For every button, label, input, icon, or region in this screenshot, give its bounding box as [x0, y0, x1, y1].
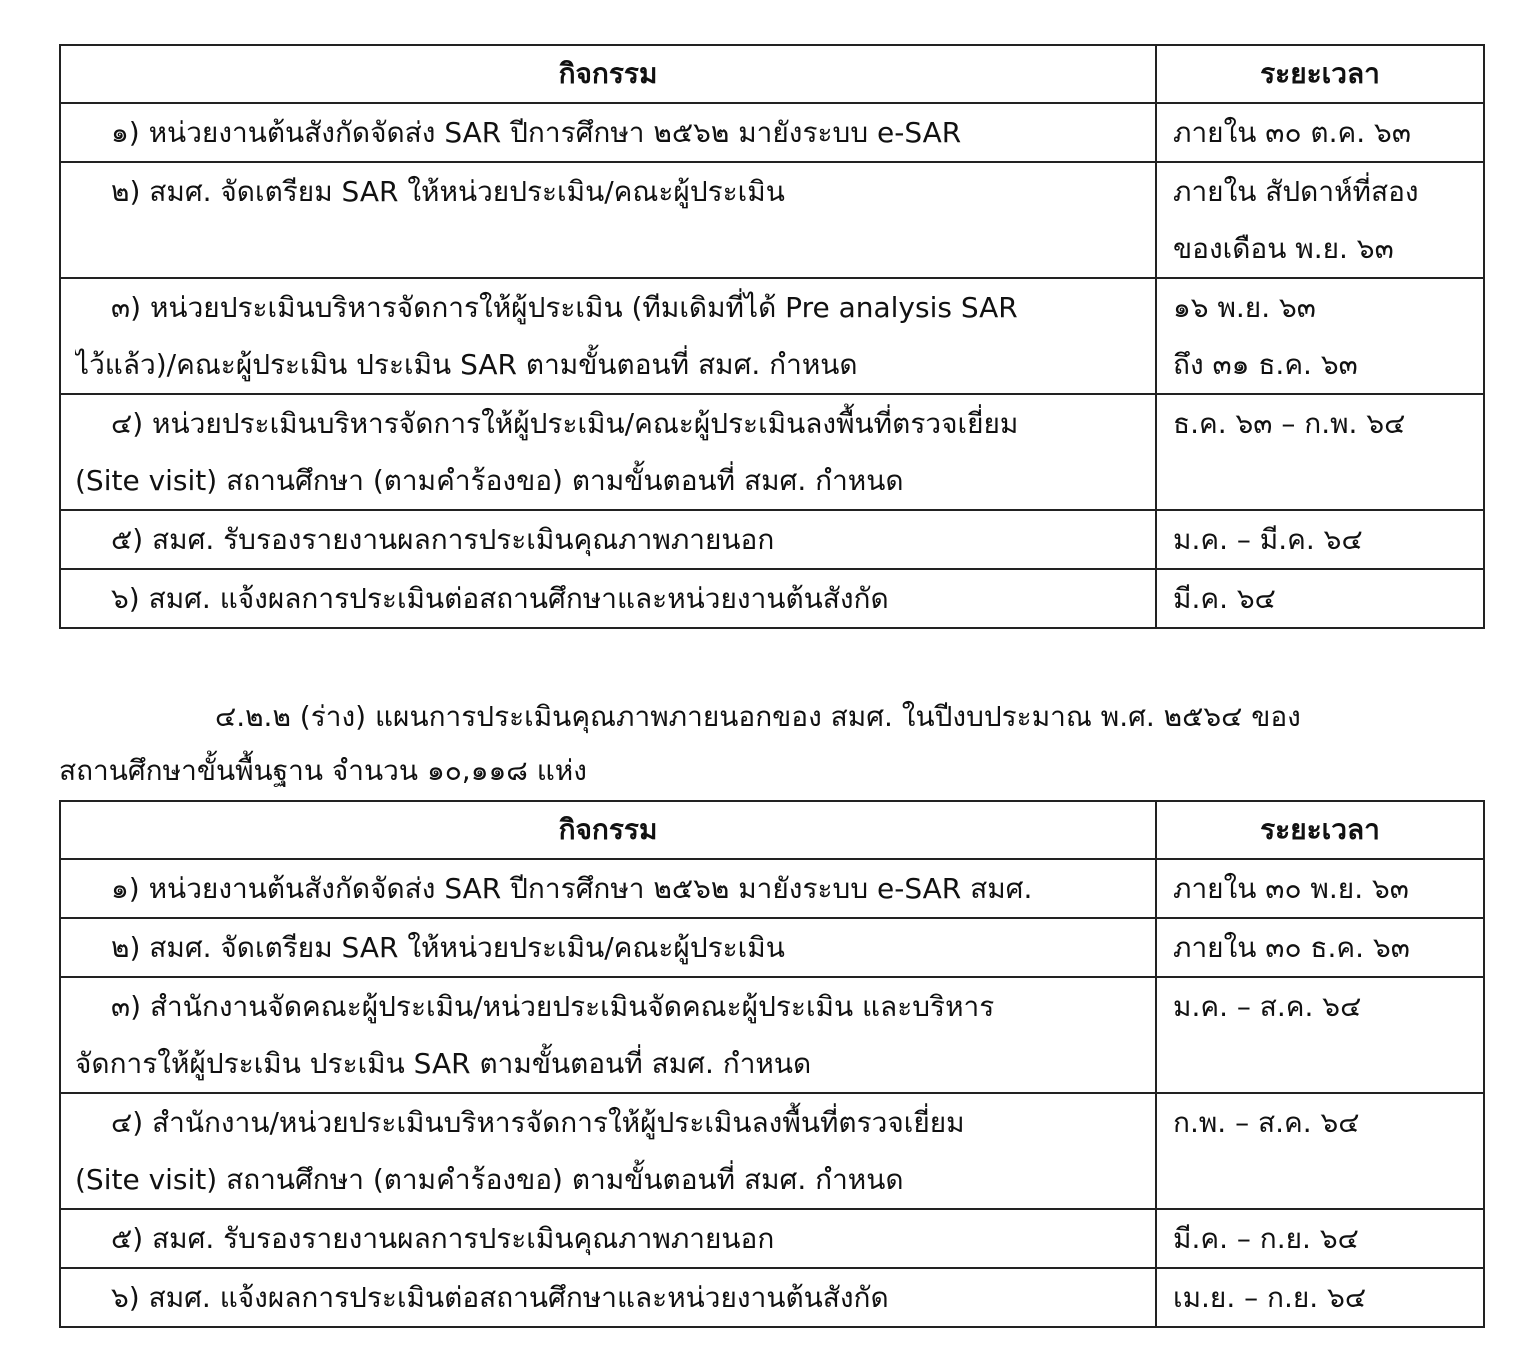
duration-text: ภายใน ๓๐ ต.ค. ๖๓: [1173, 116, 1411, 149]
table-header-row: [60, 45, 1484, 103]
activity-cell: [60, 103, 1156, 162]
activity-text: ไว้แล้ว)/คณะผู้ประเมิน ประเมิน SAR ตามขั้นตอนที่ สมศ. กำหนด: [75, 348, 858, 381]
table-row: [60, 1093, 1484, 1209]
duration-text: ม.ค. – มี.ค. ๖๔: [1173, 523, 1363, 556]
duration-cell: [1156, 1093, 1484, 1209]
caption-line-1: ๔.๒.๒ (ร่าง) แผนการประเมินคุณภาพภายนอกของ สมศ. ในปีงบประมาณ พ.ศ. ๒๕๖๔ ของ: [215, 700, 1301, 733]
schedule-table-1: [59, 44, 1485, 629]
table-row: [60, 859, 1484, 918]
table-row: [60, 918, 1484, 977]
table-header-row: [60, 801, 1484, 859]
section-caption: [59, 690, 1483, 798]
activity-text: ๑) หน่วยงานต้นสังกัดจัดส่ง SAR ปีการศึกษา ๒๕๖๒ มายังระบบ e-SAR สมศ.: [111, 872, 1033, 905]
duration-text: มี.ค. ๖๔: [1173, 582, 1276, 615]
duration-cell: [1156, 918, 1484, 977]
table-row: [60, 394, 1484, 510]
activity-text: (Site visit) สถานศึกษา (ตามคำร้องขอ) ตามขั้นตอนที่ สมศ. กำหนด: [75, 1163, 904, 1196]
activity-cell: [60, 1209, 1156, 1268]
activity-cell: [60, 510, 1156, 569]
activity-text: ๑) หน่วยงานต้นสังกัดจัดส่ง SAR ปีการศึกษา ๒๕๖๒ มายังระบบ e-SAR: [111, 116, 962, 149]
table-row: [60, 278, 1484, 394]
activity-cell: [60, 977, 1156, 1093]
duration-cell: [1156, 510, 1484, 569]
duration-text: ภายใน ๓๐ พ.ย. ๖๓: [1173, 872, 1409, 905]
duration-text: ภายใน สัปดาห์ที่สอง: [1173, 175, 1419, 208]
duration-text: ก.พ. – ส.ค. ๖๔: [1173, 1106, 1360, 1139]
table-row: [60, 103, 1484, 162]
duration-cell: [1156, 1268, 1484, 1327]
activity-text: ๕) สมศ. รับรองรายงานผลการประเมินคุณภาพภายนอก: [111, 523, 775, 556]
duration-header: ระยะเวลา: [1156, 801, 1484, 859]
activity-header: กิจกรรม: [60, 801, 1156, 859]
activity-text: (Site visit) สถานศึกษา (ตามคำร้องขอ) ตามขั้นตอนที่ สมศ. กำหนด: [75, 464, 904, 497]
activity-cell: [60, 1093, 1156, 1209]
table-row: [60, 162, 1484, 278]
duration-cell: [1156, 1209, 1484, 1268]
activity-text: ๔) หน่วยประเมินบริหารจัดการให้ผู้ประเมิน/คณะผู้ประเมินลงพื้นที่ตรวจเยี่ยม: [111, 407, 1019, 440]
duration-cell: [1156, 278, 1484, 394]
caption-line-2: สถานศึกษาขั้นพื้นฐาน จำนวน ๑๐,๑๑๘ แห่ง: [59, 754, 587, 787]
table-row: [60, 569, 1484, 628]
duration-text: ม.ค. – ส.ค. ๖๔: [1173, 990, 1362, 1023]
activity-text: ๖) สมศ. แจ้งผลการประเมินต่อสถานศึกษาและหน่วยงานต้นสังกัด: [111, 1281, 889, 1314]
duration-text: ธ.ค. ๖๓ – ก.พ. ๖๔: [1173, 407, 1406, 440]
activity-text: ๓) สำนักงานจัดคณะผู้ประเมิน/หน่วยประเมินจัดคณะผู้ประเมิน และบริหาร: [111, 990, 995, 1023]
table-row: [60, 1209, 1484, 1268]
activity-cell: [60, 1268, 1156, 1327]
duration-cell: [1156, 394, 1484, 510]
activity-cell: [60, 569, 1156, 628]
table-row: [60, 977, 1484, 1093]
activity-cell: [60, 918, 1156, 977]
duration-cell: [1156, 103, 1484, 162]
activity-text: ๒) สมศ. จัดเตรียม SAR ให้หน่วยประเมิน/คณะผู้ประเมิน: [111, 931, 785, 964]
activity-cell: [60, 162, 1156, 278]
duration-text: ของเดือน พ.ย. ๖๓: [1173, 232, 1394, 265]
activity-text: จัดการให้ผู้ประเมิน ประเมิน SAR ตามขั้นตอนที่ สมศ. กำหนด: [75, 1047, 812, 1080]
duration-text: ถึง ๓๑ ธ.ค. ๖๓: [1173, 348, 1358, 381]
duration-cell: [1156, 859, 1484, 918]
duration-cell: [1156, 569, 1484, 628]
activity-cell: [60, 278, 1156, 394]
activity-text: ๓) หน่วยประเมินบริหารจัดการให้ผู้ประเมิน (ทีมเดิมที่ได้ Pre analysis SAR: [111, 291, 1018, 324]
activity-cell: [60, 859, 1156, 918]
activity-header: กิจกรรม: [60, 45, 1156, 103]
duration-text: เม.ย. – ก.ย. ๖๔: [1173, 1281, 1367, 1314]
activity-text: ๒) สมศ. จัดเตรียม SAR ให้หน่วยประเมิน/คณะผู้ประเมิน: [111, 175, 785, 208]
table-row: [60, 510, 1484, 569]
activity-text: ๖) สมศ. แจ้งผลการประเมินต่อสถานศึกษาและหน่วยงานต้นสังกัด: [111, 582, 889, 615]
duration-text: ภายใน ๓๐ ธ.ค. ๖๓: [1173, 931, 1410, 964]
schedule-table-2: [59, 800, 1485, 1328]
duration-text: มี.ค. – ก.ย. ๖๔: [1173, 1222, 1359, 1255]
duration-text: ๑๖ พ.ย. ๖๓: [1173, 291, 1316, 324]
activity-cell: [60, 394, 1156, 510]
activity-text: ๔) สำนักงาน/หน่วยประเมินบริหารจัดการให้ผู้ประเมินลงพื้นที่ตรวจเยี่ยม: [111, 1106, 965, 1139]
duration-cell: [1156, 977, 1484, 1093]
duration-cell: [1156, 162, 1484, 278]
table-row: [60, 1268, 1484, 1327]
duration-header: ระยะเวลา: [1156, 45, 1484, 103]
activity-text: ๕) สมศ. รับรองรายงานผลการประเมินคุณภาพภายนอก: [111, 1222, 775, 1255]
